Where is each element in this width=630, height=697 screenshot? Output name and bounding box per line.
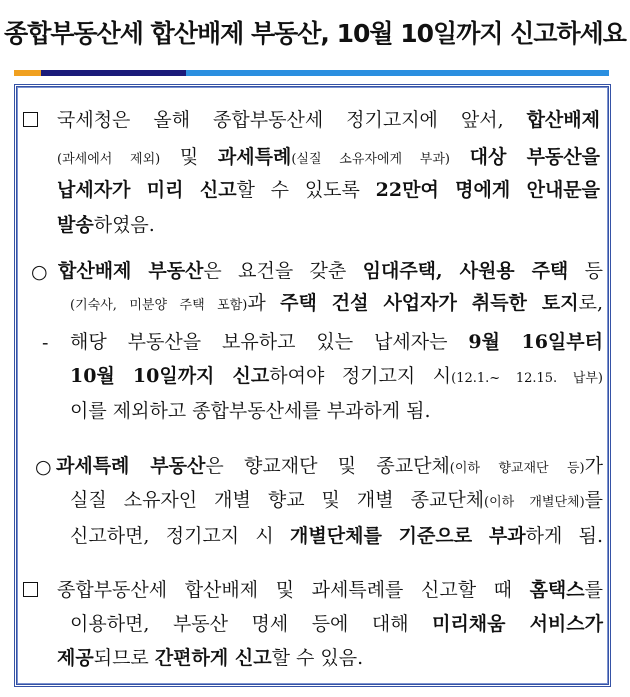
bold-text: 과세특례 부동산	[56, 455, 206, 477]
text: 이용하면, 부동산 명세 등에 대해	[70, 613, 433, 635]
bold-text: 홈택스	[529, 579, 585, 601]
small-note: (이하 개별단체)	[484, 495, 585, 510]
text-line	[70, 361, 603, 391]
bold-text: 주택 건설 사업자가 취득한 토지	[280, 292, 579, 314]
small-note: (실질 소유자에게 부과)	[291, 152, 450, 167]
text: 등	[568, 260, 604, 282]
square-bullet-icon	[23, 582, 38, 597]
text-line	[57, 105, 600, 135]
text: 할 수 있도록	[236, 179, 376, 201]
bold-text: 대상 부동산을	[469, 146, 601, 168]
bold-text: 임대주택, 사원용 주택	[362, 260, 569, 282]
bold-text: 개별단체를 기준으로 부과	[290, 525, 526, 547]
bold-text: 발송	[57, 214, 94, 236]
text-line	[57, 643, 363, 673]
text: 를	[584, 579, 603, 601]
text: 및	[160, 146, 218, 168]
text: 로,	[578, 292, 603, 314]
text: 은 요건을 갖춘	[203, 260, 363, 282]
dash-bullet-icon: -	[42, 332, 49, 354]
small-note: (기숙사, 미분양 주택 포함)	[70, 298, 248, 313]
bold-text: 과세특례	[217, 146, 292, 168]
text: 실질 소유자인 개별 향교 및 개별 종교단체	[70, 489, 485, 511]
circle-bullet-icon: ○	[31, 261, 48, 283]
small-note: (12.1.~ 12.15. 납부)	[451, 371, 603, 386]
bold-text: 미리채움 서비스가	[432, 613, 603, 635]
text: 를	[584, 489, 603, 511]
text: 종합부동산세 합산배제 및 과세특례를 신고할 때	[57, 579, 530, 601]
text-line	[57, 175, 600, 205]
bold-text: 10월 10일까지 신고	[70, 365, 270, 387]
bold-text: 납세자가 미리 신고	[57, 179, 237, 201]
small-note: (이하 향교재단 등)	[449, 461, 585, 476]
text: 해당 부동산을 보유하고 있는 납세자는	[70, 331, 469, 353]
text-line	[56, 451, 603, 481]
text: 과	[247, 292, 281, 314]
bold-text: 간편하게 신고	[154, 647, 272, 669]
circle-bullet-icon: ○	[35, 456, 52, 478]
text-line	[70, 327, 603, 357]
text: 하여야 정기고지 시	[269, 365, 452, 387]
small-note: (과세에서 제외)	[57, 152, 161, 167]
text-line	[70, 396, 431, 426]
title-underline-blue	[186, 70, 609, 76]
text: 신고하면, 정기고지 시	[70, 525, 291, 547]
text: 국세청은 올해 종합부동산세 정기고지에 앞서,	[57, 109, 527, 131]
bold-text: 합산배제 부동산	[58, 260, 204, 282]
text-line	[70, 288, 603, 318]
text: 하였음.	[93, 214, 155, 236]
bold-text: 제공	[57, 647, 94, 669]
square-bullet-icon	[23, 112, 38, 127]
text: 가	[584, 455, 603, 477]
title-underline-orange	[14, 70, 41, 76]
title-underline-navy	[41, 70, 186, 76]
text-line	[70, 485, 603, 515]
text-line	[70, 521, 603, 551]
text-line	[57, 210, 155, 240]
page-title: 종합부동산세 합산배제 부동산, 10월 10일까지 신고하세요	[4, 19, 626, 48]
text-line	[70, 609, 603, 639]
bold-text: 합산배제	[526, 109, 600, 131]
text: 하게 됨.	[525, 525, 603, 547]
bold-text: 22만여 명에게 안내문을	[375, 179, 601, 201]
text	[450, 146, 470, 168]
text: 할 수 있음.	[271, 647, 364, 669]
text-line	[57, 142, 600, 172]
text-line	[57, 575, 603, 605]
bold-text: 9월 16일부터	[468, 331, 603, 353]
text-line	[58, 256, 603, 286]
text: 되므로	[93, 647, 155, 669]
text: 이를 제외하고 종합부동산세를 부과하게 됨.	[70, 400, 431, 422]
text: 은 향교재단 및 종교단체	[205, 455, 450, 477]
